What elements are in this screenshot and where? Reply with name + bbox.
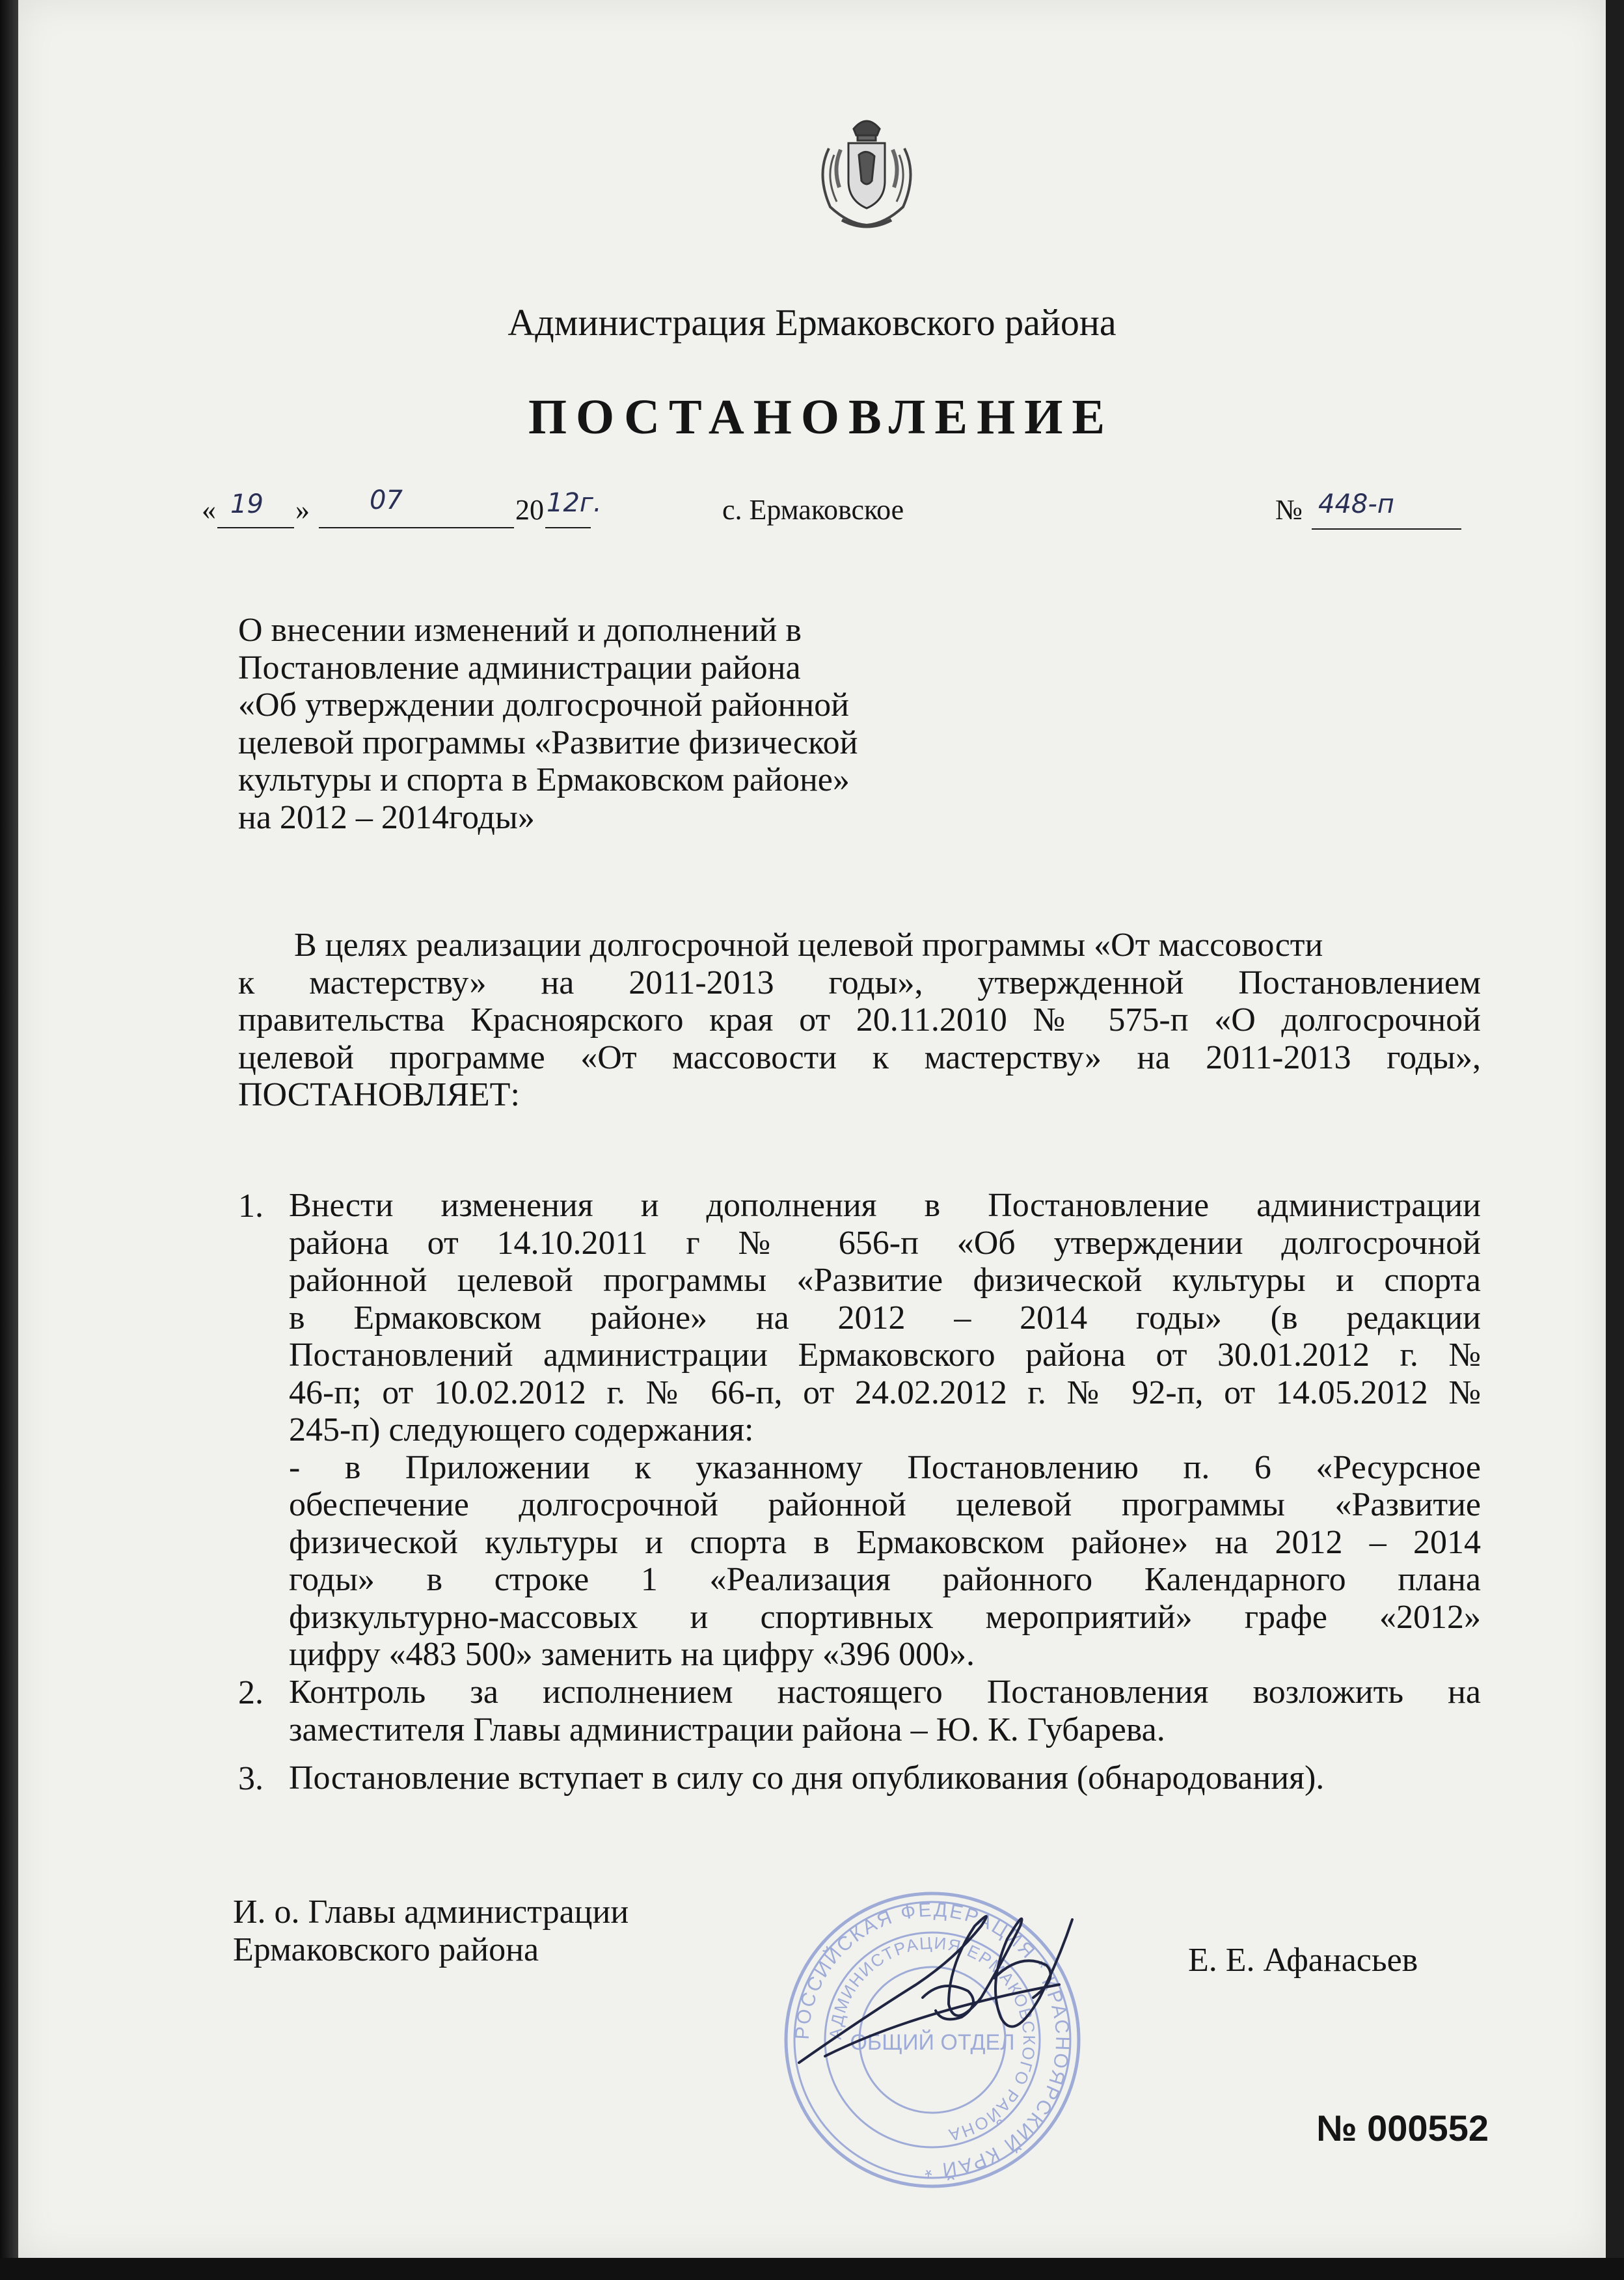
item-line: обеспечение долгосрочной районной целевой программы «Развитие: [289, 1486, 1481, 1523]
item-line: в Ермаковском районе» на 2012 – 2014 годы» (в редакции: [289, 1299, 1481, 1337]
item-2-text: [289, 1674, 1481, 1748]
subject-line: целевой программы «Развитие физической: [238, 724, 858, 761]
item-line: заместителя Главы администрации района – Ю. К. Губарева.: [289, 1711, 1165, 1748]
date-open-quote: «: [202, 494, 216, 526]
item-number: 1.: [238, 1188, 264, 1225]
stamp-outer-text: РОССИЙСКАЯ ФЕДЕРАЦИЯ * КРАСНОЯРСКИЙ КРАЙ *: [791, 1899, 1074, 2181]
item-line: цифру «483 500» заменить на цифру «396 000».: [289, 1636, 975, 1673]
subject-block: [238, 612, 858, 836]
subject-line: на 2012 – 2014годы»: [238, 798, 535, 836]
preamble-line: целевой программе «От массовости к мастерству» на 2011-2013 годы»,: [238, 1038, 1481, 1076]
item-line: районной целевой программы «Развитие физической культуры и спорта: [289, 1262, 1481, 1299]
signer-name: Е. Е. Афанасьев: [1188, 1942, 1418, 1979]
item-line: 245-п) следующего содержания:: [289, 1411, 754, 1448]
coat-of-arms-icon: [803, 109, 930, 232]
date-close-quote: »: [295, 494, 310, 526]
preamble-line: В целях реализации долгосрочной целевой программы «От массовости: [294, 927, 1323, 964]
handwritten-signature: [786, 1900, 1098, 2095]
preamble-paragraph: [238, 927, 1481, 1114]
signer-position-line-2: Ермаковского района: [233, 1931, 539, 1968]
subject-line: Постановление администрации района: [238, 649, 801, 686]
item-line: физической культуры и спорта в Ермаковском районе» на 2012 – 2014: [289, 1523, 1481, 1561]
date-year-underline: [545, 527, 591, 528]
item-line: 46-п; от 10.02.2012 г. № 66-п, от 24.02.2012 г. № 92-п, от 14.05.2012 №: [289, 1374, 1481, 1411]
subject-line: О внесении изменений и дополнений в: [238, 612, 802, 649]
item-line: района от 14.10.2011 г № 656-п «Об утверждении долгосрочной: [289, 1224, 1481, 1262]
item-1-text: [289, 1187, 1481, 1674]
stamp-center-text: ОБЩИЙ ОТДЕЛ: [850, 2030, 1015, 2055]
item-line: Контроль за исполнением настоящего Постановления возложить на: [289, 1674, 1481, 1711]
item-line: Постановлений администрации Ермаковского района от 30.01.2012 г. №: [289, 1337, 1481, 1374]
date-month-handwritten: 07: [370, 485, 403, 515]
document-number-handwritten: 448-п: [1318, 489, 1394, 519]
document-type-title: ПОСТАНОВЛЕНИЕ: [528, 390, 1115, 444]
preamble-line: ПОСТАНОВЛЯЕТ:: [238, 1076, 520, 1113]
organization-name: Администрация Ермаковского района: [508, 301, 1116, 344]
place-name: с. Ермаковское: [722, 494, 904, 526]
date-day-underline: [217, 527, 294, 528]
serial-number: № 000552: [1316, 2108, 1489, 2149]
document-number-underline: [1312, 528, 1461, 530]
scan-bottom-edge: [0, 2258, 1624, 2280]
item-number: 3.: [238, 1760, 264, 1797]
item-number: 2.: [238, 1674, 264, 1711]
item-3-text: [289, 1759, 1481, 1797]
subject-line: «Об утверждении долгосрочной районной: [238, 686, 849, 724]
item-line: годы» в строке 1 «Реализация районного Календарного плана: [289, 1561, 1481, 1598]
number-sign: №: [1275, 494, 1303, 526]
stamp-inner-text: АДМИНИСТРАЦИЯ ЕРМАКОВСКОГО РАЙОНА: [825, 1933, 1040, 2145]
item-line: физкультурно-массовых и спортивных мероприятий» графе «2012»: [289, 1598, 1481, 1636]
signer-position-line-1: И. о. Главы администрации: [233, 1893, 629, 1931]
preamble-line: правительства Красноярского края от 20.11.2010 № 575-п «О долгосрочной: [238, 1001, 1481, 1038]
date-day-handwritten: 19: [230, 489, 264, 519]
document-page: [18, 0, 1606, 2258]
item-line: Внести изменения и дополнения в Постановление администрации: [289, 1187, 1481, 1224]
date-month-underline: [319, 527, 514, 528]
preamble-line: к мастерству» на 2011-2013 годы», утвержденной Постановлением: [238, 964, 1481, 1001]
scan-left-edge: [0, 0, 18, 2280]
item-line: Постановление вступает в силу со дня опубликования (обнародования).: [289, 1759, 1325, 1797]
subject-line: культуры и спорта в Ермаковском районе»: [238, 761, 850, 798]
date-year-handwritten: 12г.: [547, 488, 602, 518]
item-line: - в Приложении к указанному Постановлению п. 6 «Ресурсное: [289, 1448, 1481, 1486]
date-year-prefix: 20: [515, 494, 544, 526]
